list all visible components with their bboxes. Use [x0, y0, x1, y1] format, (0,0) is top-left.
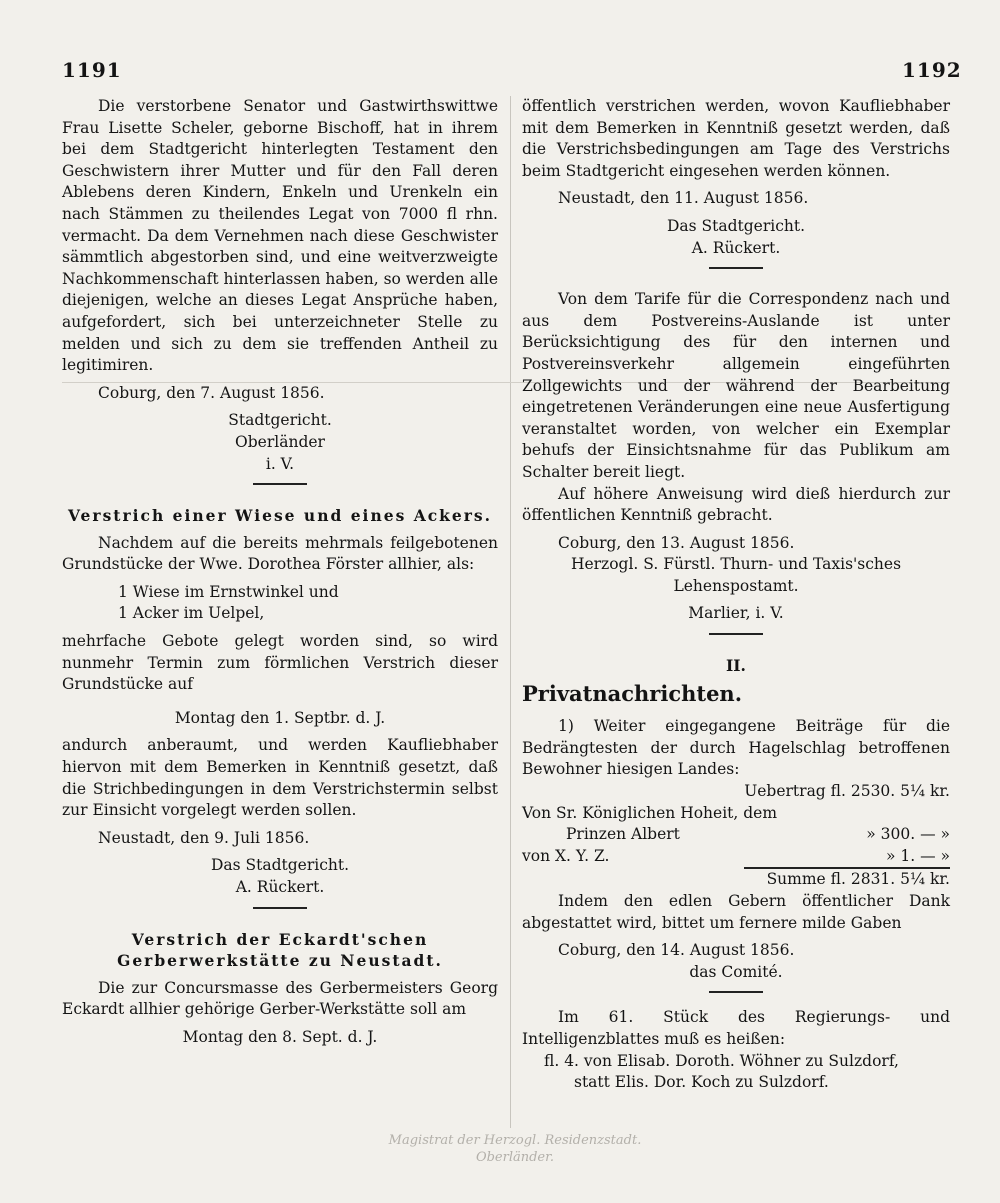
- meadow-sale-item-2: 1 Acker im Uelpel,: [118, 604, 265, 623]
- bleed-line-1: Magistrat der Herzogl. Residenzstadt.: [388, 1133, 642, 1148]
- tannery-sale-place-date: Neustadt, den 11. August 1856.: [558, 189, 809, 208]
- section-numeral: II.: [726, 656, 746, 676]
- bleed-through-text: [300, 1132, 730, 1166]
- bleed-line-2: Oberländer.: [475, 1150, 555, 1165]
- tannery-sale-heading: Verstrich der Eckardt'schen Gerberwerkstätte zu Neustadt.: [117, 929, 443, 971]
- column-divider: [510, 96, 511, 1128]
- section-divider: [253, 483, 307, 485]
- donations-notice: [522, 716, 950, 983]
- postal-tariff-text: Von dem Tarife für die Correspondenz nach und aus dem Postvereins-Auslande ist unter Berücksichtigung des für den internen und Postvereinsverkehr allgemein eingeführten Zollgewichts und der während der Bearbeitung eingetretenen Veränderungen eine neue Ausfertigung veranstaltet worden, von welcher ein Exemplar behufs der Einsichtsnahme für das Publikum am Schalter bereit liegt.: [522, 290, 950, 481]
- tannery-sale-continued: [522, 96, 950, 259]
- meadow-sale-text: Nachdem auf die bereits mehrmals feilgebotenen Grundstücke der Wwe. Dorothea Förster allhier, als:: [62, 533, 498, 574]
- donations-carry-over: Uebertrag fl. 2530. 5¼ kr.: [744, 782, 950, 801]
- correction-notice: [522, 1007, 950, 1093]
- donor-1-amount: » 300. — »: [866, 825, 950, 844]
- tannery-sale-text: Die zur Concursmasse des Gerbermeisters Georg Eckardt allhier gehörige Gerber-Werkstätte soll am: [62, 978, 498, 1019]
- legacy-signature-note: i. V.: [265, 454, 295, 473]
- correction-text: Im 61. Stück des Regierungs- und Intelligenzblattes muß es heißen:: [522, 1008, 950, 1048]
- donor-1-line-1: Von Sr. Königlichen Hoheit, dem: [522, 803, 778, 822]
- legacy-place-date: Coburg, den 7. August 1856.: [98, 383, 325, 402]
- legacy-signature: Oberländer: [235, 432, 325, 451]
- donations-place-date: Coburg, den 14. August 1856.: [558, 941, 795, 960]
- section-title: Privatnachrichten.: [522, 680, 743, 706]
- meadow-sale-place-date: Neustadt, den 9. Juli 1856.: [98, 828, 310, 847]
- legacy-notice-text: Die verstorbene Senator und Gastwirthswittwe Frau Lisette Scheler, geborne Bischoff, hat in ihrem bei dem Stadtgericht hinterlegten Testament den Geschwistern ihrer Mutter und für den Fall deren Ablebens deren Kindern, Enkeln und Urenkeln ein nach Stämmen zu theilendes Legat von 7000 fl rhn. vermacht. Da dem Vernehmen nach diese Geschwister sämmtlich abgestorben sind, und eine weitverzweigte Nachkommenschaft hinterlassen haben, so werden alle diejenigen, welche an dieses Legat Ansprüche haben, aufgefordert, sich bei unterzeichneter Stelle zu melden und sich zu dem sie treffenden Antheil zu legitimiren.: [62, 97, 498, 375]
- donor-2-name: von X. Y. Z.: [522, 846, 610, 865]
- donations-authority: das Comité.: [689, 962, 783, 981]
- meadow-sale-heading: Verstrich einer Wiese und eines Ackers.: [67, 506, 493, 526]
- meadow-sale-signature: A. Rückert.: [235, 878, 325, 896]
- tannery-sale-text-cont: öffentlich verstrichen werden, wovon Kaufliebhaber mit dem Bemerken in Kenntniß gesetzt werden, daß die Verstrichsbedingungen am Tage des Verstrichs beim Stadtgericht eingesehen werden können.: [522, 97, 950, 180]
- donor-2-amount: » 1. — »: [885, 846, 950, 865]
- meadow-sale-text-3: andurch anberaumt, und werden Kaufliebhaber hiervon mit dem Bemerken in Kenntniß gesetzt, daß die Strichbedingungen in dem Verstrichstermin selbst zur Einsicht vorgelegt werden sollen.: [62, 736, 498, 820]
- page-number-left: 1191: [62, 58, 122, 82]
- donations-thanks: Indem den edlen Gebern öffentlicher Dank abgestattet wird, bittet um fernere milde Gaben: [522, 892, 950, 932]
- meadow-sale-notice: [62, 505, 498, 899]
- tannery-sale-date: Montag den 8. Sept. d. J.: [182, 1027, 378, 1046]
- right-column: [522, 96, 950, 1094]
- section-divider: [709, 991, 763, 993]
- page-number-right: 1192: [902, 58, 962, 82]
- postal-tariff-text-2: Auf höhere Anweisung wird dieß hierdurch zur öffentlichen Kenntniß gebracht.: [522, 484, 950, 525]
- tannery-sale-signature: A. Rückert.: [691, 238, 781, 257]
- donations-text: 1) Weiter eingegangene Beiträge für die Bedrängtesten der durch Hagelschlag betroffenen Bewohner hiesigen Landes:: [522, 717, 950, 779]
- section-divider: [709, 267, 763, 269]
- postal-tariff-place-date: Coburg, den 13. August 1856.: [558, 533, 795, 552]
- donations-sum: Summe fl. 2831. 5¼ kr.: [766, 870, 950, 889]
- section-divider: [709, 633, 763, 635]
- legacy-authority: Stadtgericht.: [228, 411, 332, 430]
- donor-1-line-2: Prinzen Albert: [566, 825, 680, 844]
- left-column: [62, 96, 498, 1049]
- section-divider: [253, 907, 307, 909]
- tannery-sale-authority: Das Stadtgericht.: [666, 216, 806, 235]
- correction-line-2: statt Elis. Dor. Koch zu Sulzdorf.: [574, 1073, 829, 1092]
- legacy-notice: [62, 96, 498, 475]
- tannery-sale-notice: [62, 929, 498, 1049]
- meadow-sale-item-1: 1 Wiese im Ernstwinkel und: [118, 582, 339, 601]
- donor-2-row: [522, 846, 950, 868]
- postal-tariff-authority: Herzogl. S. Fürstl. Thurn- und Taxis'sches Lehenspostamt.: [570, 555, 902, 595]
- postal-tariff-notice: [522, 289, 950, 625]
- meadow-sale-authority: Das Stadtgericht.: [210, 856, 350, 875]
- meadow-sale-date: Montag den 1. Septbr. d. J.: [174, 708, 386, 727]
- correction-line-1: fl. 4. von Elisab. Doroth. Wöhner zu Sulzdorf,: [544, 1051, 899, 1070]
- meadow-sale-text-2: mehrfache Gebote gelegt worden sind, so wird nunmehr Termin zum förmlichen Verstrich dieser Grundstücke auf: [62, 632, 498, 694]
- postal-tariff-signature: Marlier, i. V.: [688, 604, 784, 623]
- donor-1-row: [522, 824, 950, 846]
